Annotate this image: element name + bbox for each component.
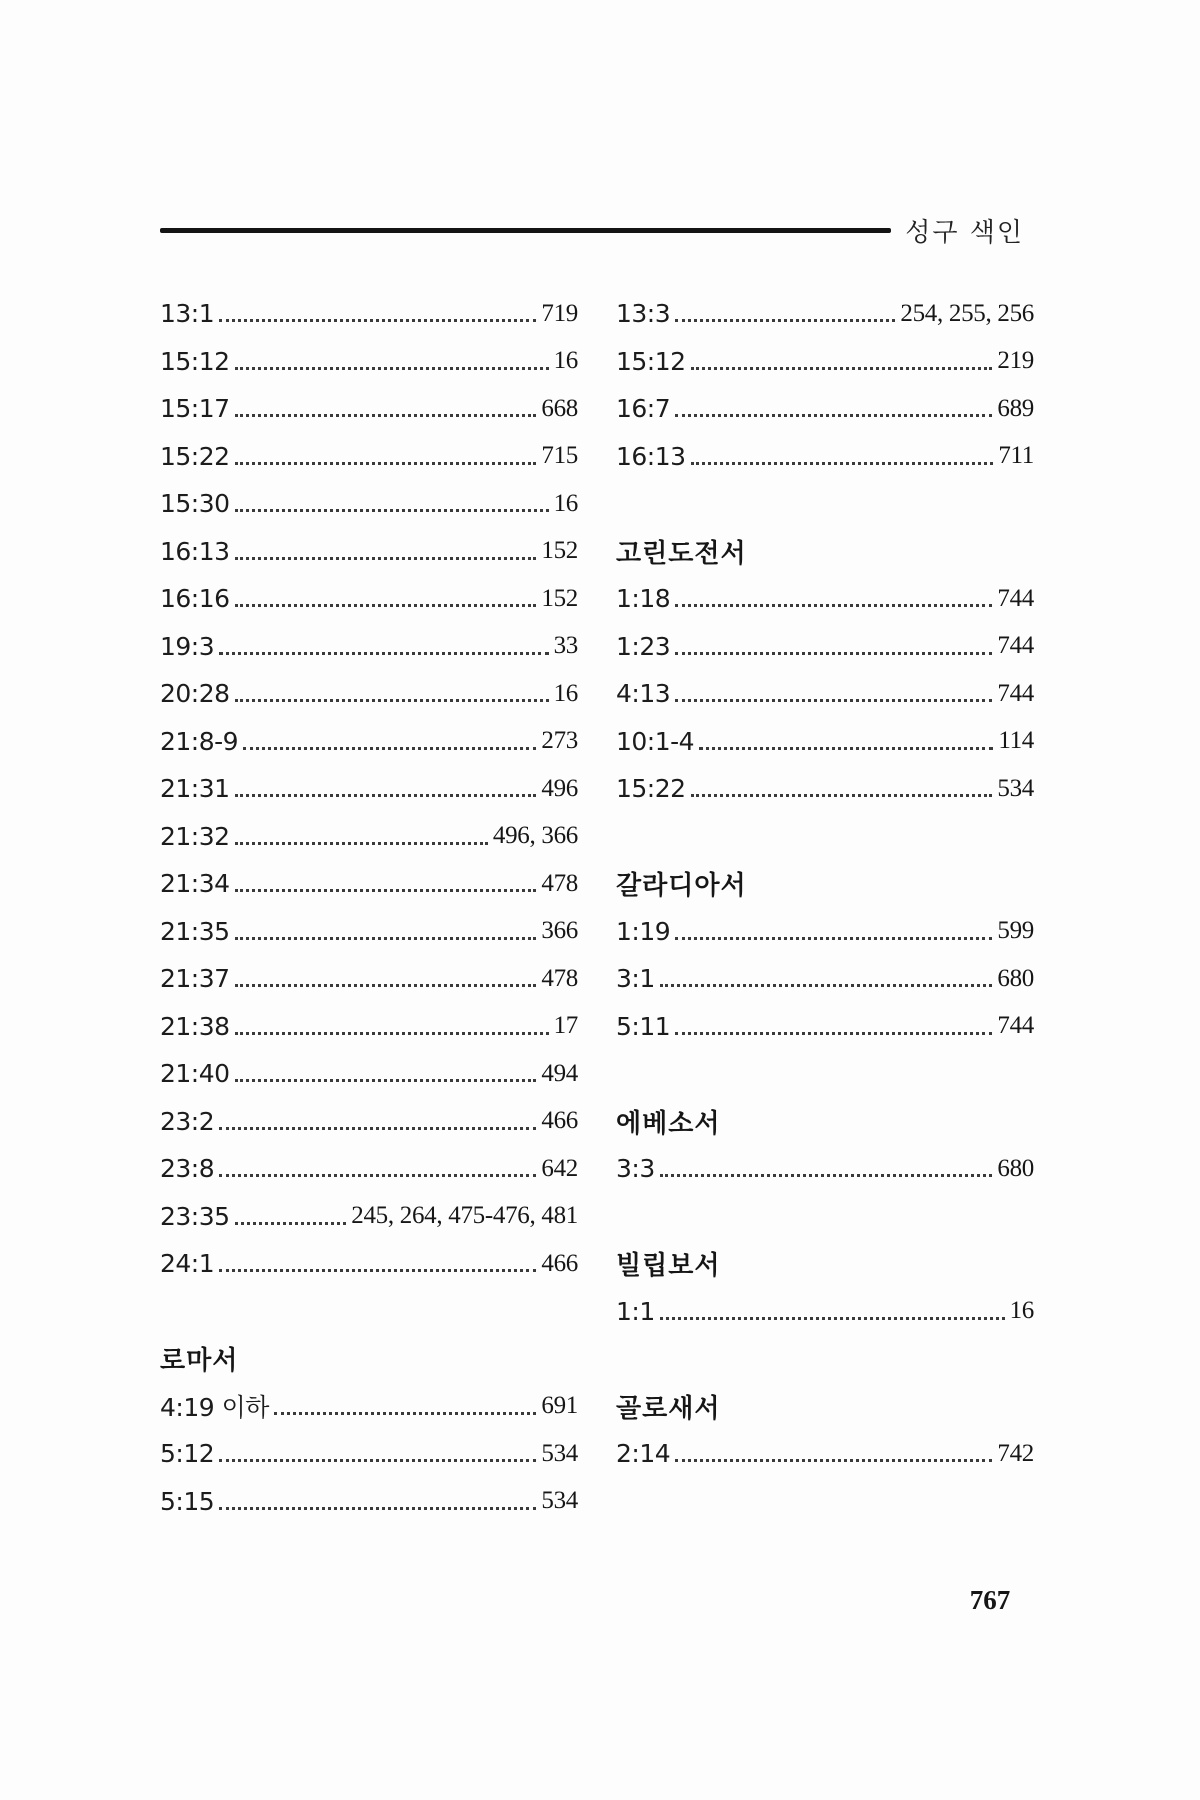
- page-references: 719: [541, 299, 578, 327]
- page-number: 767: [969, 1585, 1011, 1615]
- verse-reference: 5:12: [160, 1439, 215, 1469]
- page-references: 534: [541, 1439, 578, 1467]
- index-entry: [160, 955, 578, 1003]
- page-references: 245, 264, 475-476, 481: [351, 1202, 578, 1230]
- section-gap: [616, 813, 1034, 861]
- page-references: 689: [997, 394, 1034, 422]
- page-references: 254, 255, 256: [900, 299, 1034, 327]
- page-references: 744: [997, 1012, 1034, 1040]
- index-entry: [616, 433, 1034, 481]
- index-entry: [160, 338, 578, 386]
- section-gap: [616, 480, 1034, 528]
- dot-leader: [235, 984, 537, 987]
- index-entry: [160, 765, 578, 813]
- page-references: 273: [541, 727, 578, 755]
- page-references: 16: [1009, 1297, 1034, 1325]
- index-entry: [160, 385, 578, 433]
- page-references: 478: [541, 964, 578, 992]
- section-heading-galatians: 갈라디아서: [616, 871, 747, 902]
- verse-reference: 24:1: [160, 1249, 215, 1279]
- section-heading-philippians: 빌립보서: [616, 1251, 721, 1282]
- page-references: 534: [997, 774, 1034, 802]
- page-references: 33: [553, 632, 578, 660]
- index-entry: [616, 1145, 1034, 1193]
- index-entry: [616, 670, 1034, 718]
- section-gap: [160, 1288, 578, 1336]
- page-references: 744: [997, 632, 1034, 660]
- dot-leader: [219, 1127, 536, 1130]
- index-entry: [616, 908, 1034, 956]
- index-entry: [616, 1430, 1034, 1478]
- index-entry: [160, 718, 578, 766]
- dot-leader: [660, 984, 993, 987]
- dot-leader: [219, 1174, 536, 1177]
- philippians-entries: [616, 1288, 1034, 1336]
- verse-reference: 4:19 이하: [160, 1393, 269, 1423]
- left-entries: [160, 290, 578, 1288]
- page-references: 17: [553, 1012, 578, 1040]
- dot-leader: [274, 1412, 537, 1415]
- dot-leader: [675, 699, 992, 702]
- page-references: 715: [541, 442, 578, 470]
- verse-reference: 3:1: [616, 964, 655, 994]
- dot-leader: [675, 1459, 992, 1462]
- verse-reference: 15:22: [616, 774, 686, 804]
- verse-reference: 1:23: [616, 631, 671, 661]
- section-gap: [616, 1050, 1034, 1098]
- index-entry: [616, 1288, 1034, 1336]
- verse-reference: 21:31: [160, 774, 230, 804]
- index-entry: [160, 813, 578, 861]
- dot-leader: [235, 937, 537, 940]
- verse-reference: 3:3: [616, 1154, 655, 1184]
- section-heading-first-corinthians: 고린도전서: [616, 538, 747, 569]
- dot-leader: [675, 652, 992, 655]
- dot-leader: [691, 462, 994, 465]
- page-references: 16: [553, 347, 578, 375]
- dot-leader: [219, 1269, 536, 1272]
- running-header: [160, 210, 1024, 250]
- dot-leader: [675, 319, 895, 322]
- index-entry: [160, 480, 578, 528]
- dot-leader: [235, 367, 549, 370]
- page-references: 16: [553, 679, 578, 707]
- verse-reference: 4:13: [616, 679, 671, 709]
- index-entry: [616, 765, 1034, 813]
- dot-leader: [219, 319, 536, 322]
- verse-reference: 21:35: [160, 916, 230, 946]
- dot-leader: [235, 1222, 347, 1225]
- dot-leader: [675, 1032, 992, 1035]
- dot-leader: [691, 367, 993, 370]
- index-entry: [160, 1193, 578, 1241]
- index-entry: [160, 1145, 578, 1193]
- index-entry: [160, 1240, 578, 1288]
- verse-reference: 20:28: [160, 679, 230, 709]
- verse-reference: 23:2: [160, 1106, 215, 1136]
- index-entry: [160, 1098, 578, 1146]
- left-column: [160, 290, 578, 1525]
- verse-reference: 21:38: [160, 1011, 230, 1041]
- verse-reference: 21:40: [160, 1059, 230, 1089]
- verse-reference: 2:14: [616, 1439, 671, 1469]
- dot-leader: [235, 1079, 537, 1082]
- ephesians-entries: [616, 1145, 1034, 1193]
- dot-leader: [235, 557, 537, 560]
- dot-leader: [219, 652, 548, 655]
- index-entry: [160, 1430, 578, 1478]
- verse-reference: 5:15: [160, 1486, 215, 1516]
- verse-reference: 16:7: [616, 394, 671, 424]
- page-references: 152: [541, 537, 578, 565]
- page-references: 534: [541, 1487, 578, 1515]
- index-entry: [160, 908, 578, 956]
- first-corinthians-entries: [616, 575, 1034, 813]
- index-entry: [160, 1050, 578, 1098]
- section-heading-ephesians: 에베소서: [616, 1108, 721, 1139]
- page-references: 742: [997, 1439, 1034, 1467]
- index-entry: [616, 718, 1034, 766]
- index-entry: [616, 385, 1034, 433]
- verse-reference: 16:13: [160, 536, 230, 566]
- dot-leader: [235, 889, 537, 892]
- verse-reference: 23:8: [160, 1154, 215, 1184]
- page-references: 691: [541, 1392, 578, 1420]
- dot-leader: [660, 1174, 993, 1177]
- dot-leader: [691, 794, 993, 797]
- verse-reference: 15:12: [160, 346, 230, 376]
- index-entry: [616, 1003, 1034, 1051]
- page-references: 152: [541, 584, 578, 612]
- header-title: 성구 색인: [905, 217, 1024, 248]
- dot-leader: [243, 747, 536, 750]
- page-references: 599: [997, 917, 1034, 945]
- verse-reference: 21:8-9: [160, 726, 239, 756]
- index-entry: [160, 575, 578, 623]
- page-references: 114: [998, 727, 1034, 755]
- index-entry: [160, 623, 578, 671]
- verse-reference: 15:17: [160, 394, 230, 424]
- index-entry: [616, 623, 1034, 671]
- verse-reference: 16:13: [616, 441, 686, 471]
- dot-leader: [235, 1032, 549, 1035]
- page-references: 496, 366: [492, 822, 578, 850]
- colossians-entries: [616, 1430, 1034, 1478]
- index-entry: [160, 1383, 578, 1431]
- page-references: 744: [997, 584, 1034, 612]
- index-entry: [160, 1478, 578, 1526]
- verse-reference: 13:1: [160, 299, 215, 329]
- dot-leader: [675, 937, 992, 940]
- page-references: 494: [541, 1059, 578, 1087]
- dot-leader: [660, 1317, 1005, 1320]
- dot-leader: [235, 462, 537, 465]
- dot-leader: [675, 414, 992, 417]
- page-references: 366: [541, 917, 578, 945]
- verse-reference: 1:19: [616, 916, 671, 946]
- dot-leader: [675, 604, 992, 607]
- page-references: 680: [997, 1154, 1034, 1182]
- verse-reference: 15:30: [160, 489, 230, 519]
- verse-reference: 21:37: [160, 964, 230, 994]
- index-entry: [616, 575, 1034, 623]
- dot-leader: [235, 509, 549, 512]
- index-entry: [160, 1003, 578, 1051]
- dot-leader: [235, 842, 488, 845]
- index-entry: [616, 338, 1034, 386]
- dot-leader: [219, 1459, 536, 1462]
- verse-reference: 16:16: [160, 584, 230, 614]
- page-references: 466: [541, 1249, 578, 1277]
- dot-leader: [235, 794, 537, 797]
- index-entry: [616, 955, 1034, 1003]
- romans-entries: [160, 1383, 578, 1526]
- galatians-entries: [616, 908, 1034, 1051]
- right-entries: [616, 290, 1034, 480]
- index-entry: [160, 290, 578, 338]
- index-entry: [160, 860, 578, 908]
- verse-reference: 10:1-4: [616, 726, 695, 756]
- page-references: 496: [541, 774, 578, 802]
- verse-reference: 1:18: [616, 584, 671, 614]
- index-entry: [160, 670, 578, 718]
- header-rule: [160, 228, 891, 233]
- section-heading-colossians: 골로새서: [616, 1393, 721, 1424]
- section-gap: [616, 1193, 1034, 1241]
- section-gap: [616, 1335, 1034, 1383]
- right-column: [616, 290, 1034, 1478]
- verse-reference: 13:3: [616, 299, 671, 329]
- page-references: 680: [997, 964, 1034, 992]
- verse-reference: 5:11: [616, 1011, 671, 1041]
- verse-reference: 19:3: [160, 631, 215, 661]
- page-references: 219: [997, 347, 1034, 375]
- verse-reference: 15:12: [616, 346, 686, 376]
- index-entry: [160, 528, 578, 576]
- dot-leader: [219, 1507, 536, 1510]
- dot-leader: [235, 414, 537, 417]
- page-references: 642: [541, 1154, 578, 1182]
- verse-reference: 21:32: [160, 821, 230, 851]
- verse-reference: 1:1: [616, 1296, 655, 1326]
- verse-reference: 23:35: [160, 1201, 230, 1231]
- dot-leader: [235, 604, 537, 607]
- index-entry: [160, 433, 578, 481]
- page-references: 711: [998, 442, 1034, 470]
- page-references: 16: [553, 489, 578, 517]
- page-references: 466: [541, 1107, 578, 1135]
- section-heading-romans: 로마서: [160, 1346, 239, 1377]
- verse-reference: 15:22: [160, 441, 230, 471]
- dot-leader: [235, 699, 549, 702]
- dot-leader: [699, 747, 993, 750]
- page-references: 744: [997, 679, 1034, 707]
- index-entry: [616, 290, 1034, 338]
- page-references: 668: [541, 394, 578, 422]
- page-references: 478: [541, 869, 578, 897]
- verse-reference: 21:34: [160, 869, 230, 899]
